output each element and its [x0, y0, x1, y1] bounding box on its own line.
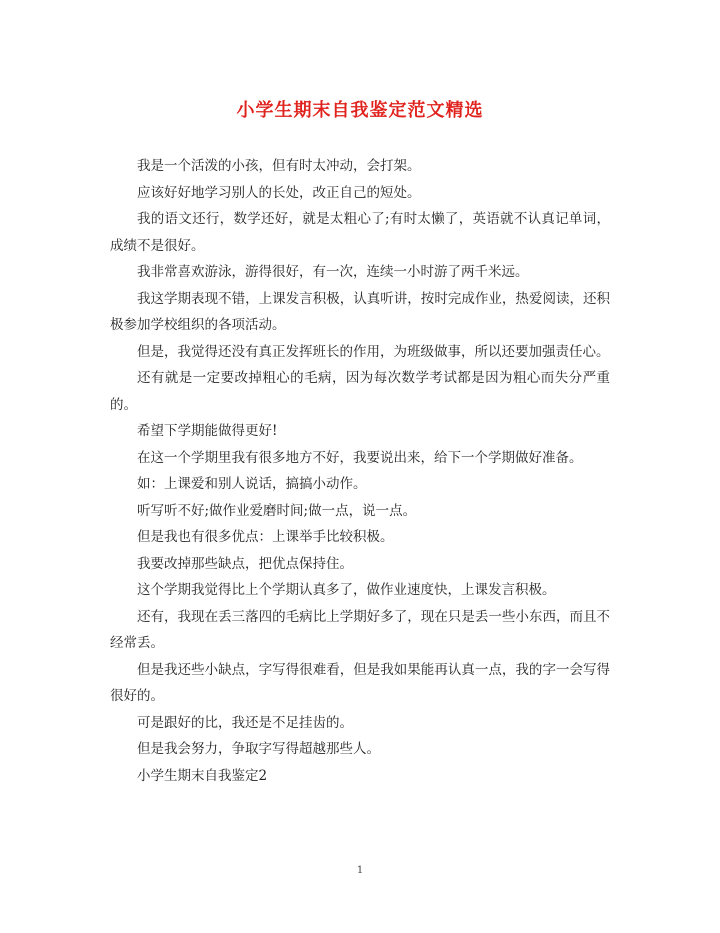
paragraph: 希望下学期能做得更好! [137, 423, 278, 439]
paragraph: 但是我还些小缺点，字写得很难看，但是我如果能再认真一点，我的字一会写得很好的。 [110, 661, 610, 704]
paragraph: 可是跟好的比，我还是不足挂齿的。 [137, 714, 353, 731]
section-heading: 小学生期末自我鉴定2 [137, 767, 268, 784]
paragraph: 这个学期我觉得比上个学期认真多了，做作业速度快，上课发言积极。 [137, 582, 556, 598]
paragraph: 但是我也有很多优点：上课举手比较积极。 [137, 529, 394, 545]
document-body [110, 153, 610, 789]
paragraph: 应该好好地学习别人的长处，改正自己的短处。 [137, 184, 421, 201]
paragraph: 如：上课爱和别人说话，搞搞小动作。 [137, 476, 367, 492]
document-title: 小学生期末自我鉴定范文精选 [236, 100, 484, 121]
paragraph: 还有就是一定要改掉粗心的毛病，因为每次数学考试都是因为粗心而失分严重的。 [110, 370, 610, 413]
paragraph: 我的语文还行，数学还好，就是太粗心了;有时太懒了，英语就不认真记单词，成绩不是很好。 [110, 211, 610, 254]
paragraph: 但是我会努力，争取字写得超越那些人。 [137, 741, 380, 757]
paragraph: 但是，我觉得还没有真正发挥班长的作用，为班级做事，所以还要加强责任心。 [137, 343, 610, 360]
page-number: 1 [356, 865, 364, 876]
paragraph: 我是一个活泼的小孩，但有时太冲动，会打架。 [137, 158, 421, 174]
paragraph: 在这一个学期里我有很多地方不好，我要说出来，给下一个学期做好准备。 [137, 449, 583, 466]
paragraph: 还有，我现在丢三落四的毛病比上学期好多了，现在只是丢一些小东西，而且不经常丢。 [110, 608, 610, 651]
paragraph: 我这学期表现不错，上课发言积极，认真听讲，按时完成作业，热爱阅读，还积极参加学校组织的各项活动。 [110, 290, 610, 333]
paragraph: 我要改掉那些缺点，把优点保持住。 [137, 555, 353, 572]
paragraph: 听写听不好;做作业爱磨时间;做一点，说一点。 [137, 502, 417, 519]
paragraph: 我非常喜欢游泳，游得很好，有一次，连续一小时游了两千米远。 [137, 264, 529, 280]
